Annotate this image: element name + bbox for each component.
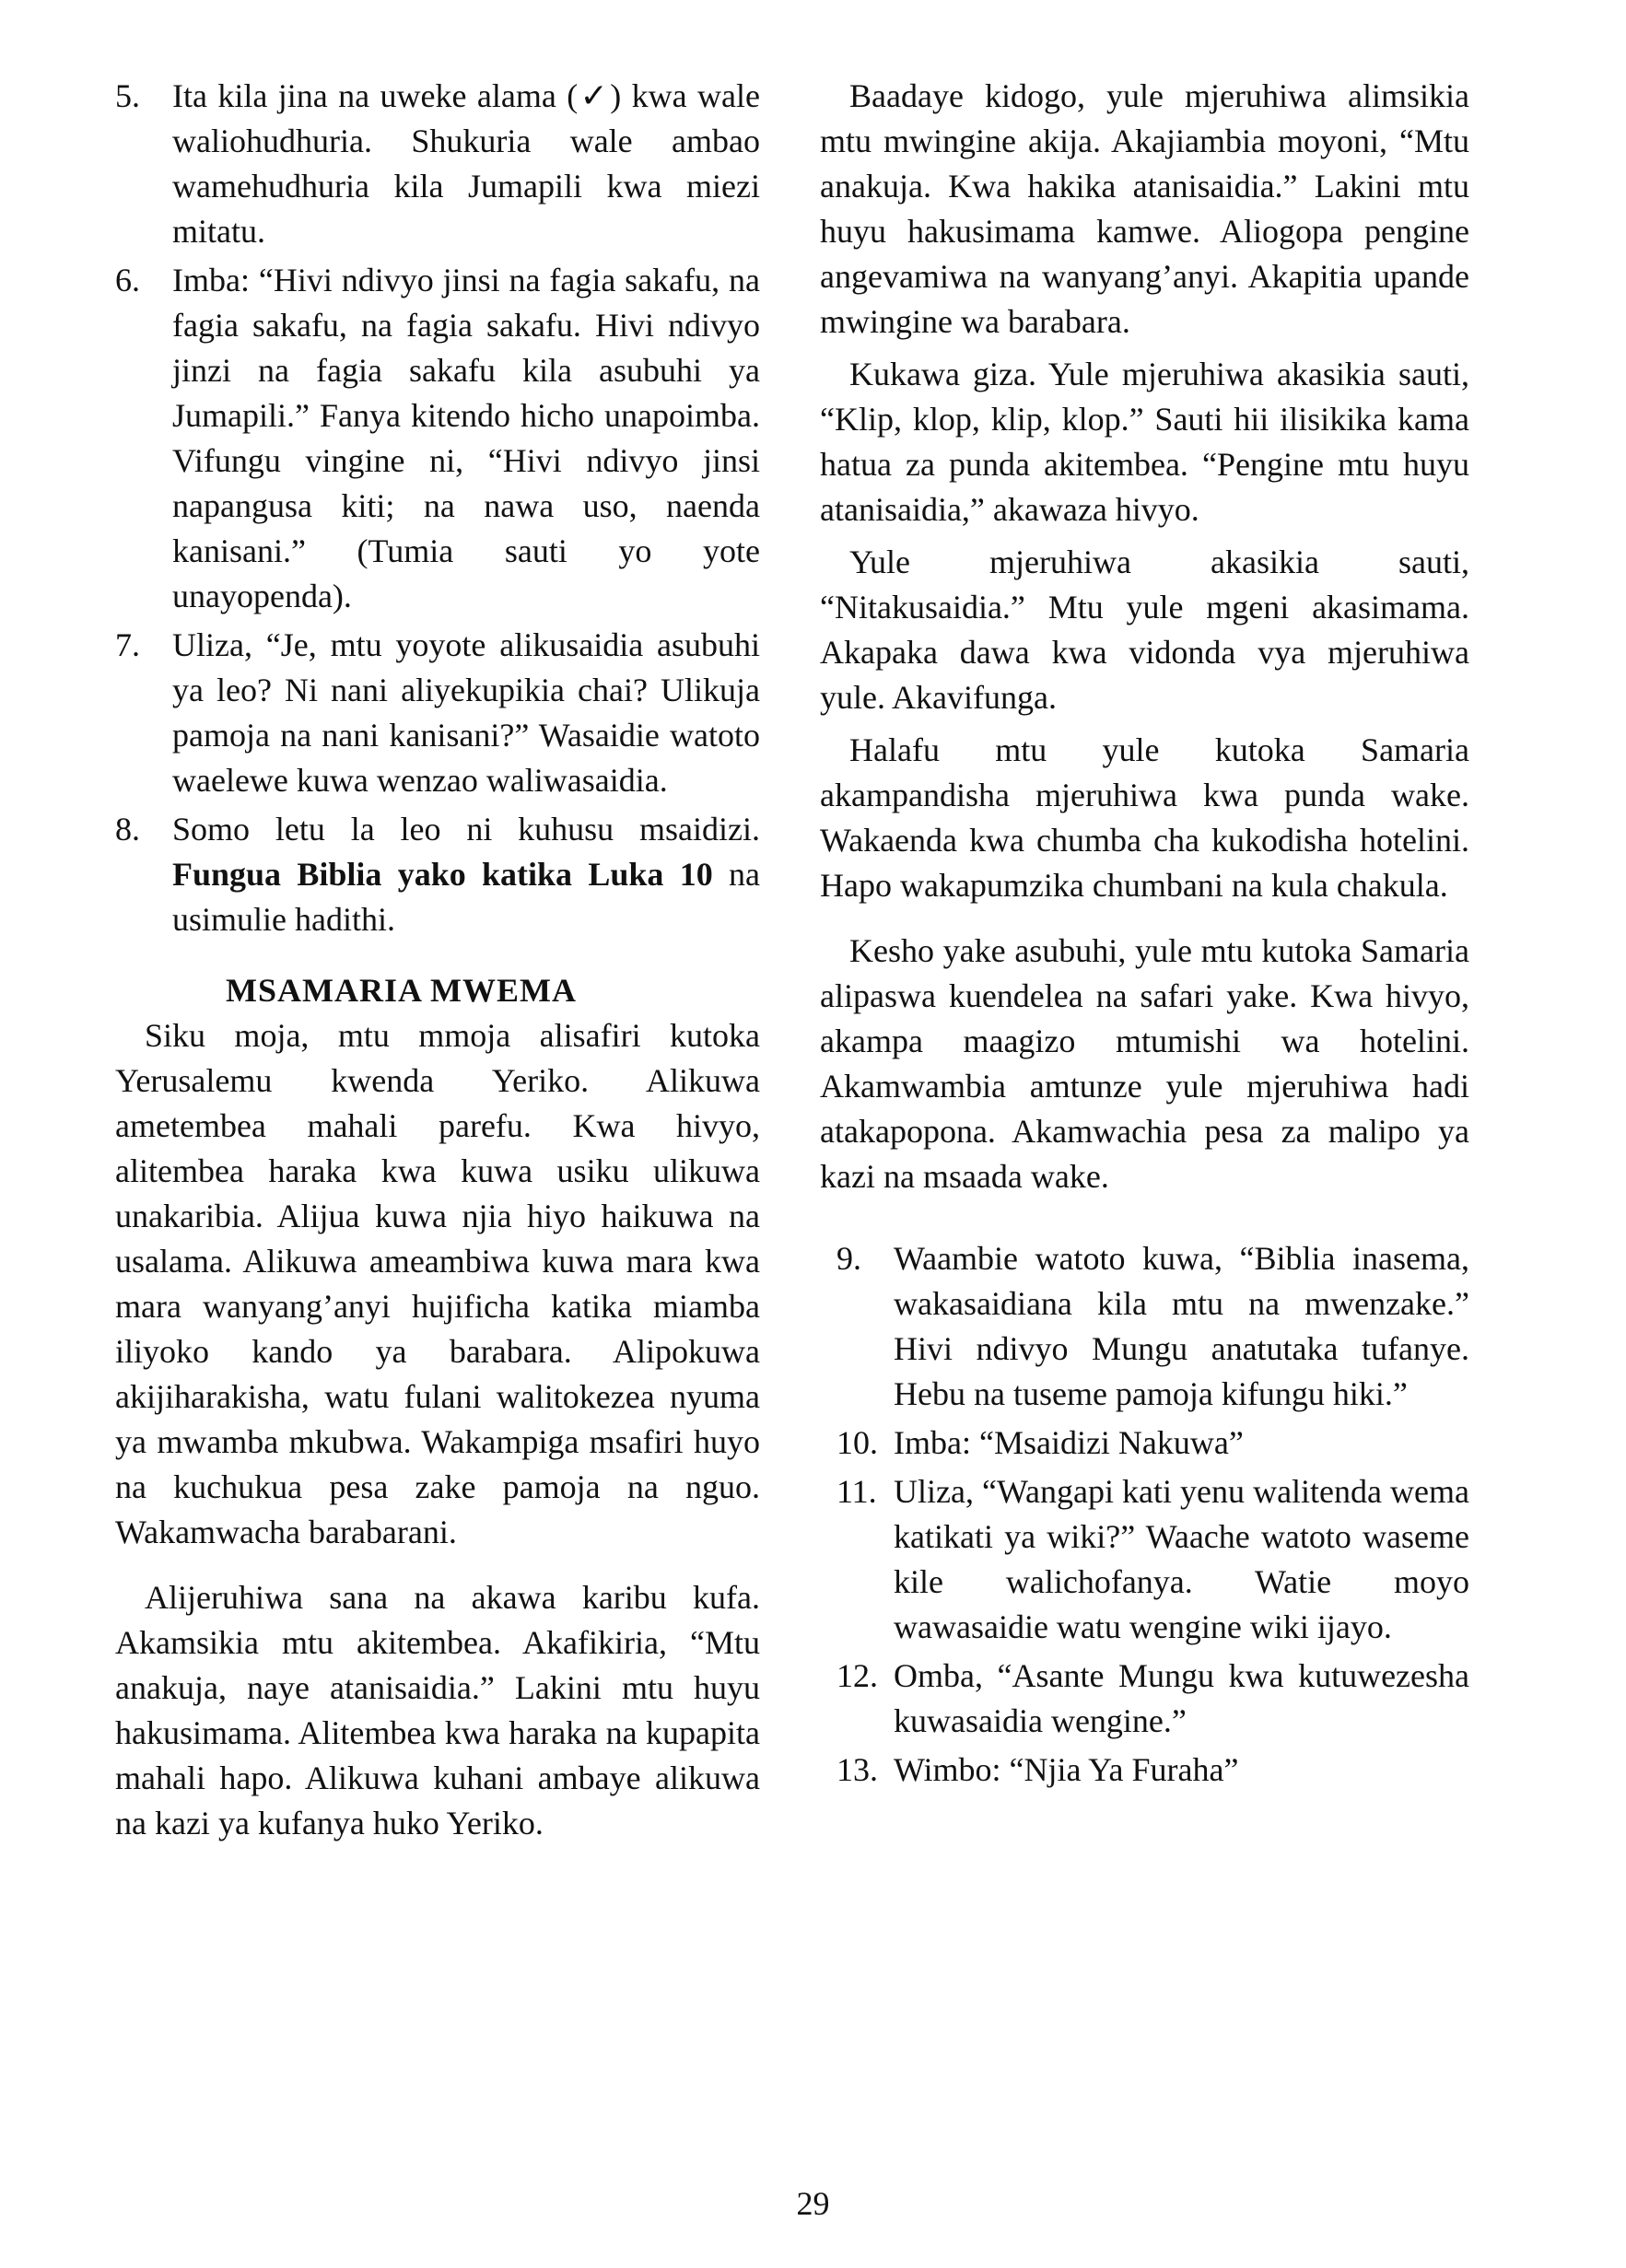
list-text: Waambie watoto kuwa, “Biblia inasema, wakasaidiana kila mtu na mwenzake.” Hivi ndivyo Mungu anatutaka tufanye. Hebu na tuseme pamoja kifungu hiki.” [894, 1240, 1469, 1412]
list-item-13 [836, 1748, 1469, 1793]
bible-reference: Fungua Biblia yako katika Luka 10 [172, 856, 713, 893]
story-paragraph: Kukawa giza. Yule mjeruhiwa akasikia sauti, “Klip, klop, klip, klop.” Sauti hii ilisikika kama hatua za punda akitembea. “Pengine mtu huyu atanisaidia,” akawaza hivyo. [820, 356, 1469, 528]
activity-list [820, 1236, 1469, 1793]
story-paragraph: Yule mjeruhiwa akasikia sauti, “Nitakusaidia.” Mtu yule mgeni akasimama. Akapaka dawa kwa vidonda vya mjeruhiwa yule. Akavifunga. [820, 544, 1469, 716]
story-paragraph: Baadaye kidogo, yule mjeruhiwa alimsikia mtu mwingine akija. Akajiambia moyoni, “Mtu anakuja. Kwa hakika atanisaidia.” Lakini mtu huyu hakusimama kamwe. Aliogopa pengine angevamiwa na wanyang’anyi. Akapitia upande mwingine wa barabara. [820, 77, 1469, 340]
list-number: 5. [115, 77, 140, 114]
list-text-after: na usimulie hadithi. [172, 856, 760, 938]
list-item-5 [115, 74, 760, 254]
list-number: 7. [115, 626, 140, 663]
list-text: Omba, “Asante Mungu kwa kutuwezesha kuwasaidia wengine.” [894, 1657, 1469, 1739]
list-text: Uliza, “Wangapi kati yenu walitenda wema katikati ya wiki?” Waache watoto waseme kile walichofanya. Watie moyo wawasaidie watu wengine wiki ijayo. [894, 1473, 1469, 1645]
left-column [115, 74, 760, 1853]
story-paragraph: Halafu mtu yule kutoka Samaria akampandisha mjeruhiwa kwa punda wake. Wakaenda kwa chumba cha kukodisha hotelini. Hapo wakapumzika chumbani na kula chakula. [820, 731, 1469, 904]
list-item-11 [836, 1469, 1469, 1650]
story-heading: MSAMARIA MWEMA [226, 972, 577, 1009]
list-number: 6. [115, 262, 140, 298]
list-item-10 [836, 1420, 1469, 1466]
list-text: Wimbo: “Njia Ya Furaha” [894, 1751, 1239, 1788]
list-item-8 [115, 807, 760, 942]
list-number: 9. [836, 1240, 861, 1277]
right-column [820, 74, 1469, 1796]
list-item-7 [115, 623, 760, 803]
list-text: Uliza, “Je, mtu yoyote alikusaidia asubuhi ya leo? Ni nani aliyekupikia chai? Ulikuja pamoja na nani kanisani?” Wasaidie watoto waelewe kuwa wenzao waliwasaidia. [172, 626, 760, 799]
story-paragraph: Alijeruhiwa sana na akawa karibu kufa. Akamsikia mtu akitembea. Akafikiria, “Mtu anakuja, naye atanisaidia.” Lakini mtu huyu hakusimama. Alitembea kwa haraka na kupapita mahali hapo. Alikuwa kuhani ambaye alikuwa na kazi ya kufanya huko Yeriko. [115, 1579, 760, 1841]
list-text: Imba: “Msaidizi Nakuwa” [894, 1424, 1244, 1461]
list-text: Imba: “Hivi ndivyo jinsi na fagia sakafu, na fagia sakafu, na fagia sakafu. Hivi ndivyo jinzi na fagia sakafu kila asubuhi ya Jumapili.” Fanya kitendo hicho unapoimba. Vifungu vingine ni, “Hivi ndivyo jinsi napangusa kiti; na nawa uso, naenda kanisani.” (Tumia sauti yo yote unayopenda). [172, 262, 760, 614]
list-number: 8. [115, 811, 140, 848]
page-number: 29 [796, 2185, 830, 2222]
list-text [172, 807, 760, 942]
list-number: 11. [836, 1473, 877, 1510]
list-number: 12. [836, 1657, 878, 1694]
list-text: Ita kila jina na uweke alama (✓) kwa wale waliohudhuria. Shukuria wale ambao wamehudhuria kila Jumapili kwa miezi mitatu. [172, 77, 760, 250]
story-paragraph: Siku moja, mtu mmoja alisafiri kutoka Yerusalemu kwenda Yeriko. Alikuwa ametembea mahali parefu. Kwa hivyo, alitembea haraka kwa kuwa usiku ulikuwa unakaribia. Alijua kuwa njia hiyo haikuwa na usalama. Alikuwa ameambiwa kuwa mara kwa mara wanyang’anyi hujificha katika miamba iliyoko kando ya barabara. Alipokuwa akijiharakisha, watu fulani walitokezea nyuma ya mwamba mkubwa. Wakampiga msafiri huyo na kuchukua pesa zake pamoja na nguo. Wakamwacha barabarani. [115, 1017, 760, 1550]
list-item-6 [115, 258, 760, 619]
list-item-12 [836, 1654, 1469, 1744]
list-number: 10. [836, 1424, 878, 1461]
list-text-before: Somo letu la leo ni kuhusu msaidizi. [172, 811, 760, 848]
list-item-9 [836, 1236, 1469, 1417]
story-paragraph: Kesho yake asubuhi, yule mtu kutoka Samaria alipaswa kuendelea na safari yake. Kwa hivyo, akampa maagizo mtumishi wa hotelini. Akamwambia amtunze yule mjeruhiwa hadi atakapopona. Akamwachia pesa za malipo ya kazi na msaada wake. [820, 932, 1469, 1195]
list-number: 13. [836, 1751, 878, 1788]
